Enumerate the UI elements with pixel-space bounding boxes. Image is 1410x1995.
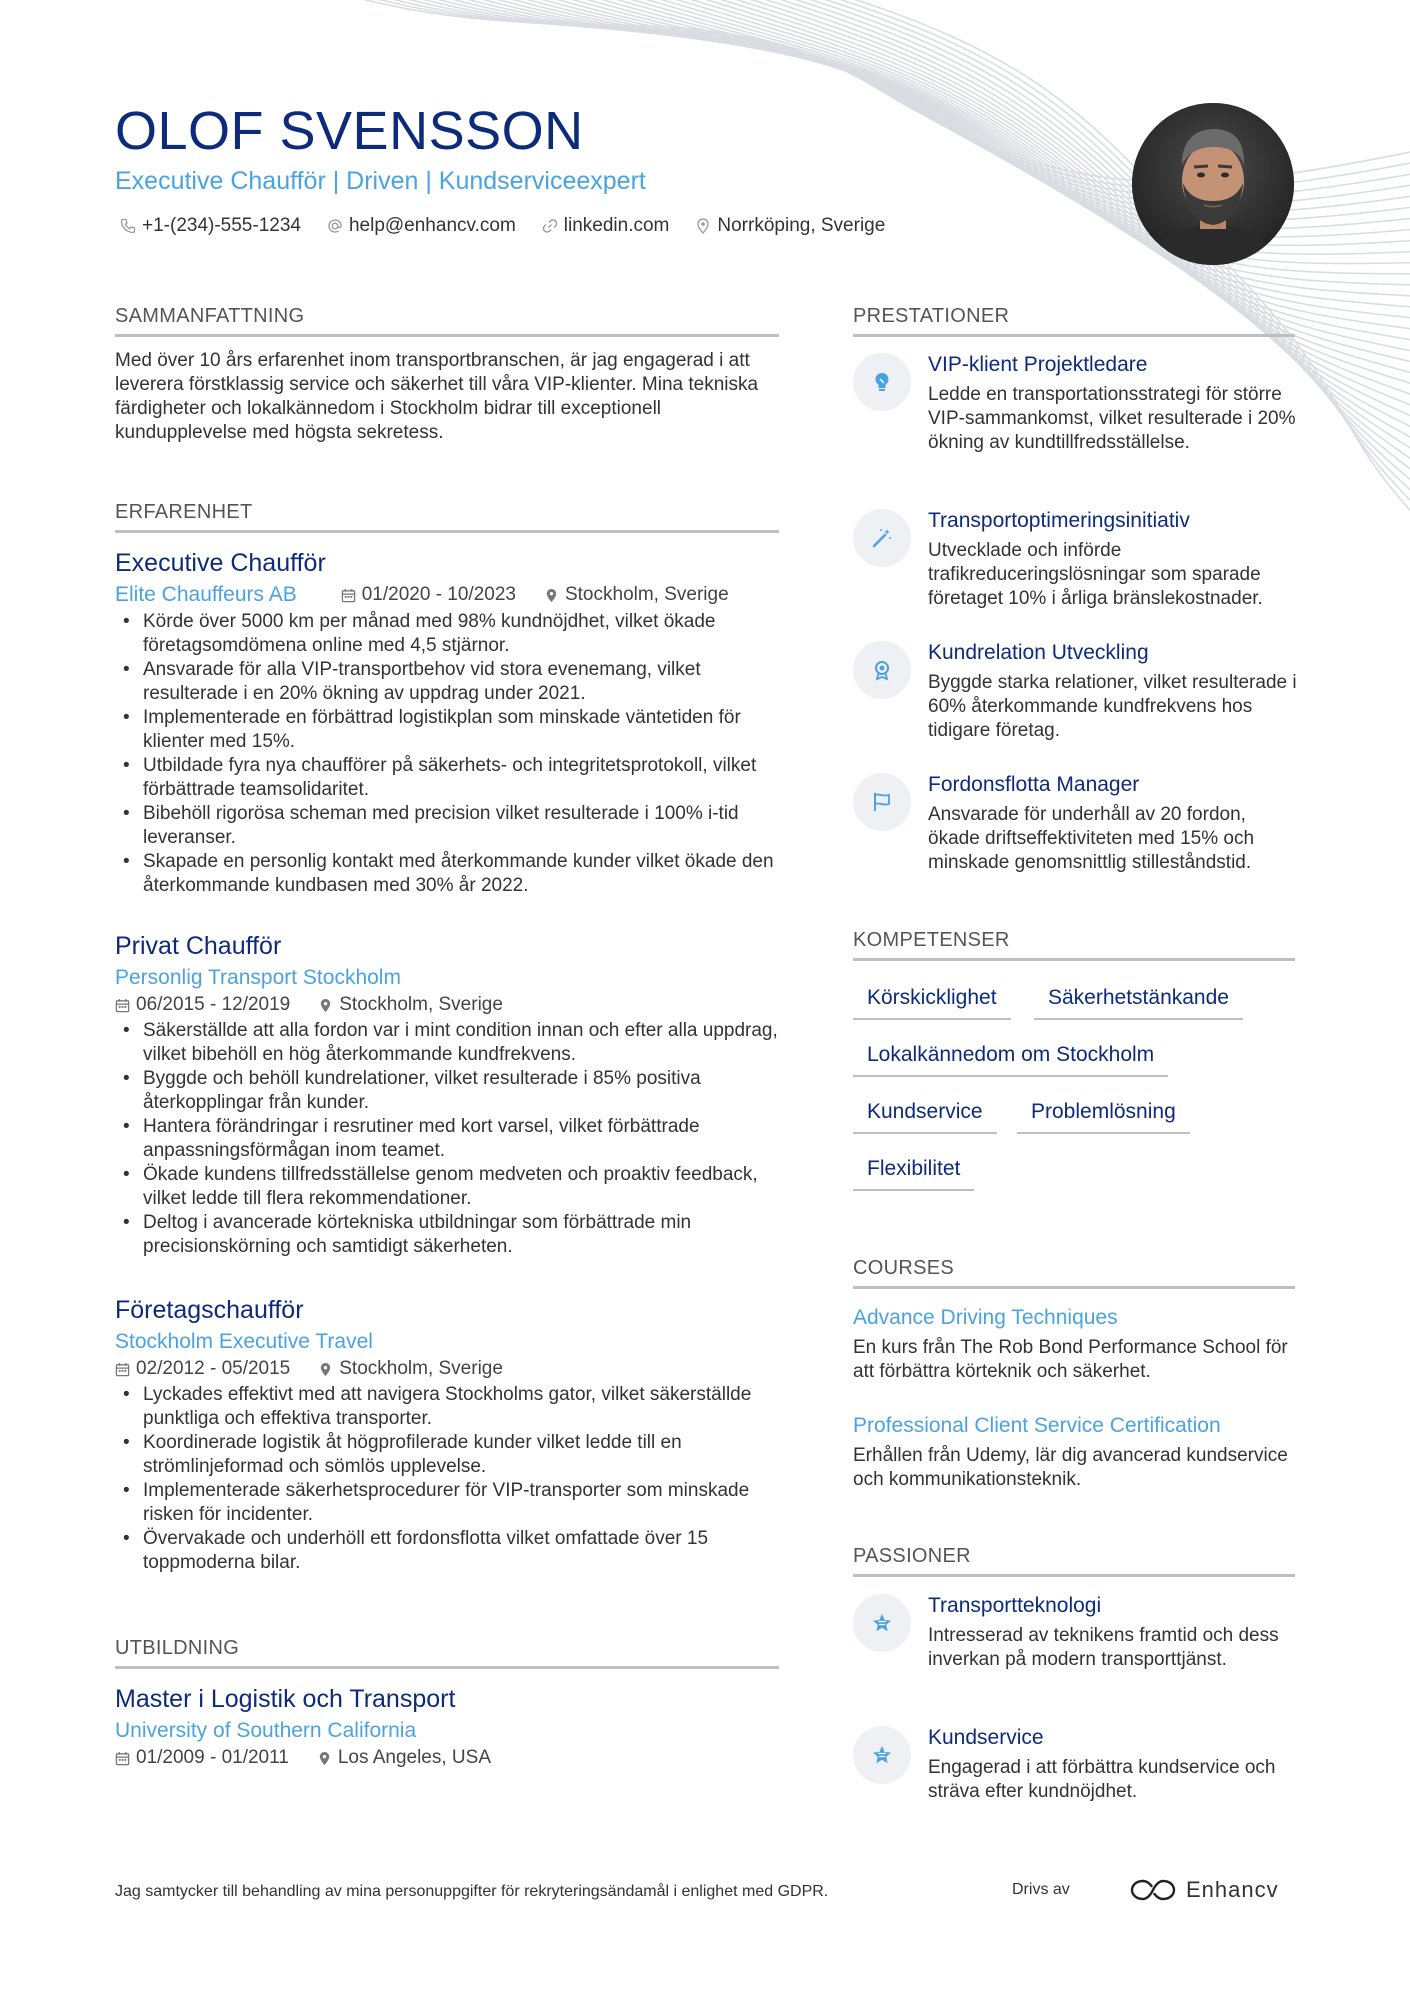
job-bullet: • Ökade kundens tillfredsställelse genom medveten och proaktiv feedback, vilket ledde till flera rekommendationer. xyxy=(115,1163,779,1211)
course-title: Advance Driving Techniques xyxy=(853,1306,1118,1329)
achievement-title: VIP-klient Projektledare xyxy=(928,353,1148,376)
education-dates xyxy=(115,1747,289,1769)
star-icon xyxy=(870,1743,894,1767)
job-bullets xyxy=(115,1383,779,1575)
job-entry xyxy=(115,549,779,898)
job-bullet: • Skapade en personlig kontakt med återkommande kunder vilket ökade den återkommande kundbasen med 30% år 2022. xyxy=(115,850,779,898)
passion-title: Kundservice xyxy=(928,1726,1044,1749)
course-desc: Erhållen från Udemy, lär dig avancerad kundservice och kommunikationsteknik. xyxy=(853,1445,1288,1490)
degree-title: Master i Logistik och Transport xyxy=(115,1685,456,1713)
achievement-icon-wrap xyxy=(853,509,911,567)
company-name: Elite Chauffeurs AB xyxy=(115,583,297,606)
job-bullet: • Deltog i avancerade körtekniska utbildningar som förbättrade min precisionskörning och samtidigt säkerheten. xyxy=(115,1211,779,1259)
course-item xyxy=(853,1414,1295,1492)
email-text: help@enhancv.com xyxy=(348,215,516,236)
section-title-skills: KOMPETENSER xyxy=(853,929,1295,961)
passion-item xyxy=(853,1594,1295,1704)
achievement-title: Transportoptimeringsinitiativ xyxy=(928,509,1190,532)
job-location xyxy=(318,1358,503,1380)
school-name: University of Southern California xyxy=(115,1719,417,1742)
job-bullet: • Övervakade och underhöll ett fordonsflotta vilket omfattade över 15 toppmoderna bilar. xyxy=(115,1527,779,1575)
achievement-item xyxy=(853,353,1295,493)
section-title-summary: SAMMANFATTNING xyxy=(115,305,779,337)
achievement-desc: Ansvarade för underhåll av 20 fordon, ökade driftseffektiviteten med 15% och minskade genomsnittlig stilleståndstid. xyxy=(928,804,1255,873)
job-location-text: Stockholm, Sverige xyxy=(339,1358,503,1379)
calendar-icon xyxy=(341,588,356,603)
location-pin-icon xyxy=(317,1751,332,1766)
section-title-achievements: PRESTATIONER xyxy=(853,305,1295,337)
achievement-icon-wrap xyxy=(853,641,911,699)
achievement-item xyxy=(853,509,1295,619)
job-bullet: • Utbildade fyra nya chaufförer på säkerhets- och integritetsprotokoll, vilket förbättrade teamsolidaritet. xyxy=(115,754,779,802)
course-desc: En kurs från The Rob Bond Performance School för att förbättra körteknik och säkerhet. xyxy=(853,1337,1288,1382)
skill-tag: Kundservice xyxy=(853,1100,997,1134)
location-pin-icon xyxy=(544,588,559,603)
calendar-icon xyxy=(115,998,130,1013)
location-pin-icon xyxy=(318,1362,333,1377)
candidate-name: OLOF SVENSSON xyxy=(115,101,584,161)
job-title: Executive Chaufför xyxy=(115,549,326,577)
contact-email[interactable] xyxy=(327,215,516,237)
profile-photo xyxy=(1132,103,1294,265)
achievement-title: Kundrelation Utveckling xyxy=(928,641,1149,664)
star-icon xyxy=(870,1611,894,1635)
passion-desc: Engagerad i att förbättra kundservice och sträva efter kundnöjdhet. xyxy=(928,1757,1276,1802)
company-name: Personlig Transport Stockholm xyxy=(115,966,401,989)
contact-row xyxy=(120,215,885,237)
job-dates-text: 06/2015 - 12/2019 xyxy=(136,994,291,1015)
passion-desc: Intresserad av teknikens framtid och dess inverkan på modern transporttjänst. xyxy=(928,1625,1279,1670)
contact-location xyxy=(695,215,885,237)
job-location xyxy=(544,584,729,606)
at-icon xyxy=(327,218,343,234)
job-bullet: • Bibehöll rigorösa scheman med precision vilket resulterade i 100% i-tid leveranser. xyxy=(115,802,779,850)
job-dates-text: 01/2020 - 10/2023 xyxy=(361,584,516,605)
job-bullet: • Implementerade säkerhetsprocedurer för VIP-transporter som minskade risken för incidenter. xyxy=(115,1479,779,1527)
job-bullet: • Säkerställde att alla fordon var i mint condition innan och efter alla uppdrag, vilket bibehöll en hög återkommande kundfrekvens. xyxy=(115,1019,779,1067)
achievement-item xyxy=(853,641,1295,751)
location-pin-icon xyxy=(695,218,711,234)
enhancv-logo-text: Enhancv xyxy=(1186,1877,1279,1902)
calendar-icon xyxy=(115,1751,130,1766)
section-title-passions: PASSIONER xyxy=(853,1545,1295,1577)
achievement-desc: Utvecklade och införde trafikreduceringslösningar som sparade företaget 10% i årliga bränslekostnader. xyxy=(928,540,1263,609)
flag-icon xyxy=(870,790,894,814)
job-title: Företagschaufför xyxy=(115,1296,304,1324)
section-title-courses: COURSES xyxy=(853,1257,1295,1289)
job-bullet: • Byggde och behöll kundrelationer, vilket resulterade i 85% positiva återkopplingar från kunder. xyxy=(115,1067,779,1115)
link-icon xyxy=(542,218,558,234)
job-bullets xyxy=(115,1019,779,1259)
education-dates-text: 01/2009 - 01/2011 xyxy=(136,1747,289,1768)
education-entry xyxy=(115,1685,779,1769)
portrait-illustration xyxy=(1132,103,1294,265)
job-entry xyxy=(115,932,779,1259)
achievement-desc: Ledde en transportationsstrategi för större VIP-sammankomst, vilket resulterade i 20% ökning av kundtillfredsställelse. xyxy=(928,384,1296,453)
course-item xyxy=(853,1306,1295,1384)
job-dates xyxy=(115,1358,290,1380)
location-pin-icon xyxy=(318,998,333,1013)
skill-tag: Körskicklighet xyxy=(853,986,1011,1020)
job-bullet: • Ansvarade för alla VIP-transportbehov vid stora evenemang, vilket resulterade i en 20% ökning av uppdrag under 2021. xyxy=(115,658,779,706)
skill-tag: Flexibilitet xyxy=(853,1157,974,1191)
achievement-item xyxy=(853,773,1295,883)
phone-text: +1-(234)-555-1234 xyxy=(142,215,301,236)
summary-text: Med över 10 års erfarenhet inom transportbranschen, är jag engagerad i att leverera förstklassig service och säkerhet till våra VIP-klienter. Mina tekniska färdigheter och lokalkännedom i Stockholm bidrar till exceptionell kundupplevelse med högsta sekretess. xyxy=(115,350,759,443)
contact-phone[interactable] xyxy=(120,215,301,237)
job-bullets xyxy=(115,610,779,898)
achievement-title: Fordonsflotta Manager xyxy=(928,773,1140,796)
gdpr-consent: Jag samtycker till behandling av mina personuppgifter för rekryteringsändamål i enlighet med GDPR. xyxy=(115,1883,829,1900)
passion-item xyxy=(853,1726,1295,1816)
job-bullet: • Körde över 5000 km per månad med 98% kundnöjdhet, vilket ökade företagsomdömena online med 4,5 stjärnor. xyxy=(115,610,779,658)
job-location-text: Stockholm, Sverige xyxy=(339,994,503,1015)
job-title: Privat Chaufför xyxy=(115,932,282,960)
location-text: Norrköping, Sverige xyxy=(717,215,886,236)
skill-tag: Säkerhetstänkande xyxy=(1034,986,1243,1020)
job-bullet: • Hantera förändringar i resrutiner med kort varsel, vilket förbättrade anpassningsförmågan inom teamet. xyxy=(115,1115,779,1163)
award-icon xyxy=(870,658,894,682)
job-location xyxy=(318,994,503,1016)
achievement-icon-wrap xyxy=(853,773,911,831)
skill-tag: Problemlösning xyxy=(1017,1100,1190,1134)
job-dates-text: 02/2012 - 05/2015 xyxy=(136,1358,291,1379)
powered-by-label: Drivs av xyxy=(1012,1881,1070,1898)
linkedin-text: linkedin.com xyxy=(563,215,670,236)
magic-wand-icon xyxy=(870,526,894,550)
lightbulb-icon xyxy=(870,370,894,394)
contact-linkedin[interactable] xyxy=(542,215,670,237)
skill-tag: Lokalkännedom om Stockholm xyxy=(853,1043,1168,1077)
job-dates xyxy=(115,994,290,1016)
job-dates xyxy=(341,584,516,606)
job-location-text: Stockholm, Sverige xyxy=(564,584,729,605)
education-location-text: Los Angeles, USA xyxy=(337,1747,491,1768)
phone-icon xyxy=(120,218,136,234)
enhancv-logo[interactable] xyxy=(1130,1877,1279,1903)
passion-icon-wrap xyxy=(853,1594,911,1652)
passion-icon-wrap xyxy=(853,1726,911,1784)
job-entry xyxy=(115,1296,779,1575)
candidate-subtitle: Executive Chaufför | Driven | Kundserviceexpert xyxy=(115,167,646,195)
company-name: Stockholm Executive Travel xyxy=(115,1330,373,1353)
job-bullet: • Koordinerade logistik åt högprofilerade kunder vilket ledde till en strömlinjeformad och sömlös upplevelse. xyxy=(115,1431,779,1479)
section-title-education: UTBILDNING xyxy=(115,1637,779,1669)
achievement-desc: Byggde starka relationer, vilket resulterade i 60% återkommande kundfrekvens hos tidigare företag. xyxy=(928,672,1297,741)
section-title-experience: ERFARENHET xyxy=(115,501,779,533)
calendar-icon xyxy=(115,1362,130,1377)
education-location xyxy=(317,1747,491,1769)
achievement-icon-wrap xyxy=(853,353,911,411)
job-bullet: • Lyckades effektivt med att navigera Stockholms gator, vilket säkerställde punktliga och effektiva transporter. xyxy=(115,1383,779,1431)
enhancv-logo-icon xyxy=(1130,1877,1176,1903)
job-bullet: • Implementerade en förbättrad logistikplan som minskade väntetiden för klienter med 15%. xyxy=(115,706,779,754)
course-title: Professional Client Service Certification xyxy=(853,1414,1221,1437)
passion-title: Transportteknologi xyxy=(928,1594,1102,1617)
